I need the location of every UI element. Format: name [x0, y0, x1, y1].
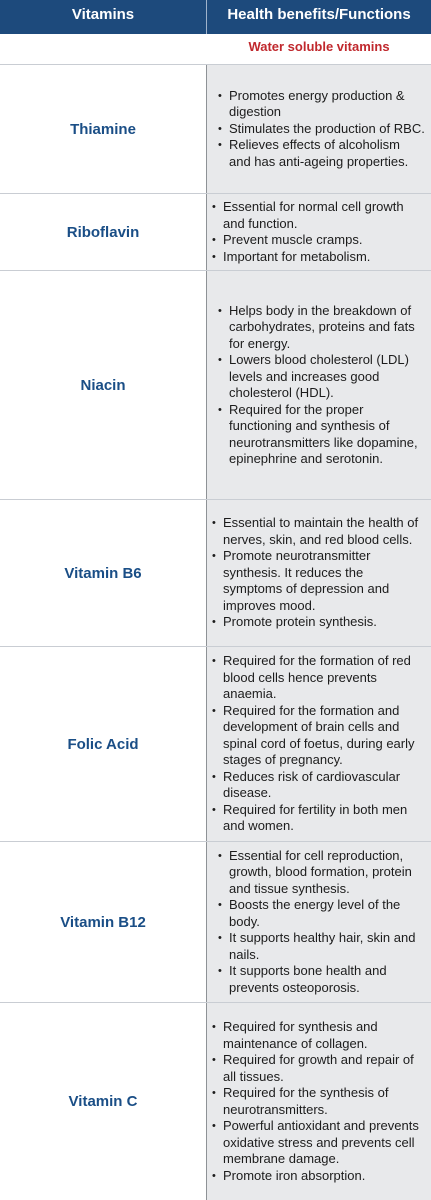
vitamin-name: Vitamin C	[68, 1093, 138, 1110]
benefits-cell	[207, 1003, 431, 1200]
list-item: • Promote neurotransmitter synthesis. It reduces the symptoms of depression and improves mood.	[211, 548, 425, 614]
list-item: • Essential for normal cell growth and function.	[211, 199, 425, 232]
table-row-vitamin-b6	[0, 500, 431, 647]
list-item: • It supports healthy hair, skin and nails.	[211, 930, 425, 963]
table-row-vitamin-b12	[0, 842, 431, 1003]
list-item: • Important for metabolism.	[211, 249, 425, 266]
list-item: • Required for the formation and development of brain cells and spinal cord of foetus, during early stages of pregnancy.	[211, 703, 425, 769]
table-row-vitamin-c	[0, 1003, 431, 1200]
list-item: • Powerful antioxidant and prevents oxidative stress and prevents cell membrane damage.	[211, 1118, 425, 1168]
benefits-cell	[207, 647, 431, 841]
list-item: • Required for the formation of red blood cells hence prevents anaemia.	[211, 653, 425, 703]
list-item: • Required for synthesis and maintenance of collagen.	[211, 1019, 425, 1052]
list-item: • Helps body in the breakdown of carbohydrates, proteins and fats for energy.	[211, 303, 425, 353]
list-item: • Essential for cell reproduction, growth, blood formation, protein and tissue synthesis.	[211, 848, 425, 898]
vitamin-name: Vitamin B12	[60, 913, 146, 931]
vitamin-name: Folic Acid	[67, 735, 139, 753]
list-item: • Promotes energy production & digestion	[211, 88, 425, 121]
list-item: • Essential to maintain the health of nerves, skin, and red blood cells.	[211, 515, 425, 548]
list-item: • Promote protein synthesis.	[211, 614, 425, 631]
table-row-thiamine	[0, 65, 431, 194]
vitamin-name: Riboflavin	[66, 223, 140, 241]
benefits-list	[211, 303, 425, 468]
list-item: • Reduces risk of cardiovascular disease.	[211, 769, 425, 802]
list-item: • Required for fertility in both men and women.	[211, 802, 425, 835]
table-header	[0, 0, 431, 34]
list-item: • Prevent muscle cramps.	[211, 232, 425, 249]
list-item: • Required for the proper functioning and synthesis of neurotransmitters like dopamine, epinephrine and serotonin.	[211, 402, 425, 468]
benefits-cell	[207, 842, 431, 1002]
benefits-cell	[207, 65, 431, 193]
category-row	[0, 34, 431, 65]
benefits-list	[211, 848, 425, 997]
benefits-list	[211, 88, 425, 171]
benefits-list	[211, 1019, 425, 1184]
table-row-niacin	[0, 271, 431, 500]
header-benefits: Health benefits/Functions	[227, 6, 411, 23]
table-row-folic-acid	[0, 647, 431, 842]
list-item: • Boosts the energy level of the body.	[211, 897, 425, 930]
benefits-cell	[207, 500, 431, 646]
vitamin-name: Niacin	[80, 376, 126, 394]
list-item: • Required for growth and repair of all tissues.	[211, 1052, 425, 1085]
benefits-cell	[207, 271, 431, 499]
list-item: • Promote iron absorption.	[211, 1168, 425, 1185]
vitamin-name: Vitamin B6	[64, 564, 142, 582]
list-item: • Lowers blood cholesterol (LDL) levels and increases good cholesterol (HDL).	[211, 352, 425, 402]
list-item: • Relieves effects of alcoholism and has anti-ageing properties.	[211, 137, 425, 170]
benefits-list	[211, 199, 425, 265]
vitamin-name: Thiamine	[70, 120, 136, 138]
list-item: • It supports bone health and prevents osteoporosis.	[211, 963, 425, 996]
benefits-list	[211, 515, 425, 631]
header-vitamins: Vitamins	[71, 6, 135, 23]
list-item: • Stimulates the production of RBC.	[211, 121, 425, 138]
category-label: Water soluble vitamins	[248, 39, 390, 54]
list-item: • Required for the synthesis of neurotransmitters.	[211, 1085, 425, 1118]
benefits-cell	[207, 194, 431, 270]
table-row-riboflavin	[0, 194, 431, 271]
benefits-list	[211, 653, 425, 835]
